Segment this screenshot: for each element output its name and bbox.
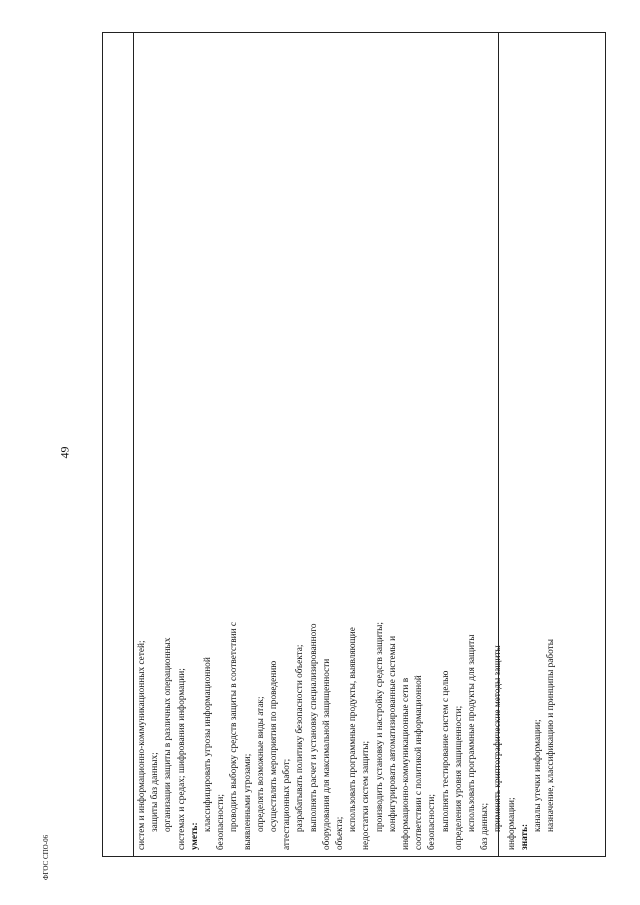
text-line: организации защиты в различных операционных	[163, 637, 174, 832]
text-line: определять возможные виды атак;	[255, 696, 266, 832]
text-line: определения уровня защищенности;	[453, 705, 464, 850]
competency-table	[102, 32, 606, 857]
text-line: оборудования для максимальной защищенности	[321, 658, 332, 850]
text-line: выполнять расчет и установку специализированного	[308, 623, 319, 832]
text-line: конфигурировать автоматизированные системы и	[387, 635, 398, 832]
text-line: производить установку и настройку средств защиты;	[374, 622, 385, 832]
text-line: осуществлять мероприятия по проведению	[269, 660, 280, 832]
text-line: недостатки систем защиты;	[361, 740, 372, 850]
text-line: защиты баз данных;	[150, 752, 161, 832]
text-line: системах и средах; шифрования информации;	[176, 668, 187, 850]
text-line: безопасности;	[427, 794, 438, 850]
text-line: знать:	[519, 823, 530, 850]
text-line: применять криптографические методы защиты	[493, 645, 504, 832]
text-line: объекта;	[335, 816, 346, 850]
text-line: безопасности;	[216, 794, 227, 850]
table-row-empty-columns	[498, 33, 607, 856]
text-line: уметь:	[189, 822, 200, 850]
table-row-first-column	[103, 33, 133, 856]
text-line: каналы утечки информации;	[533, 719, 544, 832]
text-line: выполнять тестирование систем с целью	[440, 670, 451, 832]
text-line: информации;	[506, 797, 517, 850]
text-line: проводить выборку средств защиты в соответствии с	[229, 621, 240, 832]
text-line: баз данных;	[480, 802, 491, 850]
table-row-competencies-text	[133, 33, 557, 856]
text-line: соответствии с политикой информационной	[414, 675, 425, 850]
rotated-page-content	[102, 32, 606, 857]
document-code: ФГОС СПО-06	[42, 834, 50, 880]
text-line: аттестационных работ;	[282, 758, 293, 850]
text-line: классифицировать угрозы информационной	[203, 657, 214, 832]
text-line: разрабатывать политику безопасности объекта;	[295, 644, 306, 832]
page-number: 49	[57, 446, 72, 459]
text-line: использовать программные продукты для защиты	[467, 634, 478, 832]
text-line: использовать программные продукты, выявляющие	[348, 627, 359, 832]
text-line: информационно-коммуникационные сети в	[401, 677, 412, 850]
text-line: систем и информационно-коммуникационных сетей;	[137, 640, 147, 850]
text-line: назначение, классификацию и принципы работы	[546, 639, 557, 832]
text-line: выявленными угрозами;	[242, 753, 253, 850]
